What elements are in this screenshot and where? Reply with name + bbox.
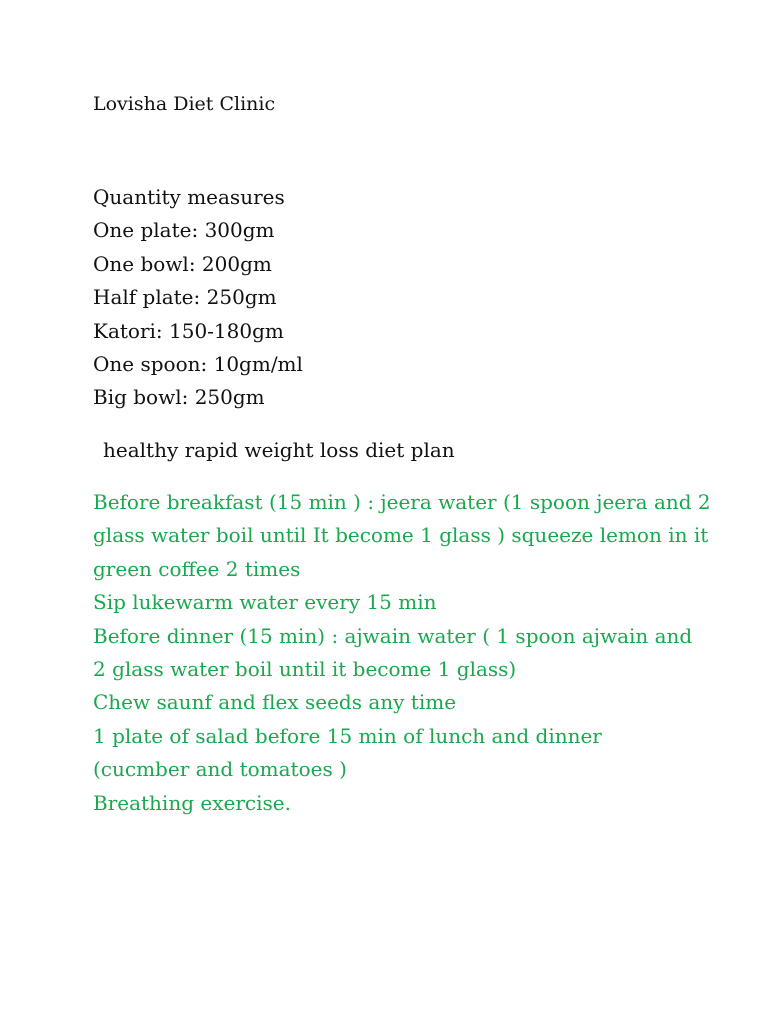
quantity-measures	[93, 181, 303, 415]
instruction-line: Chew saunf and flex seeds any time	[93, 690, 457, 715]
measure-one-spoon: One spoon: 10gm/ml	[93, 352, 303, 377]
measures-heading: Quantity measures	[93, 185, 285, 209]
instruction-line: Before dinner (15 min) : ajwain water ( 1 spoon ajwain and	[93, 623, 693, 648]
measure-one-plate: One plate: 300gm	[93, 218, 275, 243]
diet-plan-title: healthy rapid weight loss diet plan	[103, 438, 455, 462]
diet-plan-instructions	[93, 486, 711, 820]
instruction-line: Sip lukewarm water every 15 min	[93, 590, 437, 615]
instruction-line: glass water boil until It become 1 glass ) squeeze lemon in it	[93, 523, 709, 548]
instruction-line: green coffee 2 times	[93, 556, 301, 581]
clinic-title: Lovisha Diet Clinic	[93, 93, 276, 115]
instruction-line: Breathing exercise.	[93, 790, 291, 815]
instruction-line: 1 plate of salad before 15 min of lunch and dinner	[93, 723, 602, 748]
instruction-line: (cucmber and tomatoes )	[93, 757, 347, 782]
measure-katori: Katori: 150-180gm	[93, 318, 284, 343]
measure-big-bowl: Big bowl: 250gm	[93, 385, 265, 410]
measure-one-bowl: One bowl: 200gm	[93, 251, 272, 276]
instruction-line: Before breakfast (15 min ) : jeera water (1 spoon jeera and 2	[93, 490, 711, 514]
measure-half-plate: Half plate: 250gm	[93, 285, 277, 310]
instruction-line: 2 glass water boil until it become 1 glass)	[93, 657, 517, 682]
